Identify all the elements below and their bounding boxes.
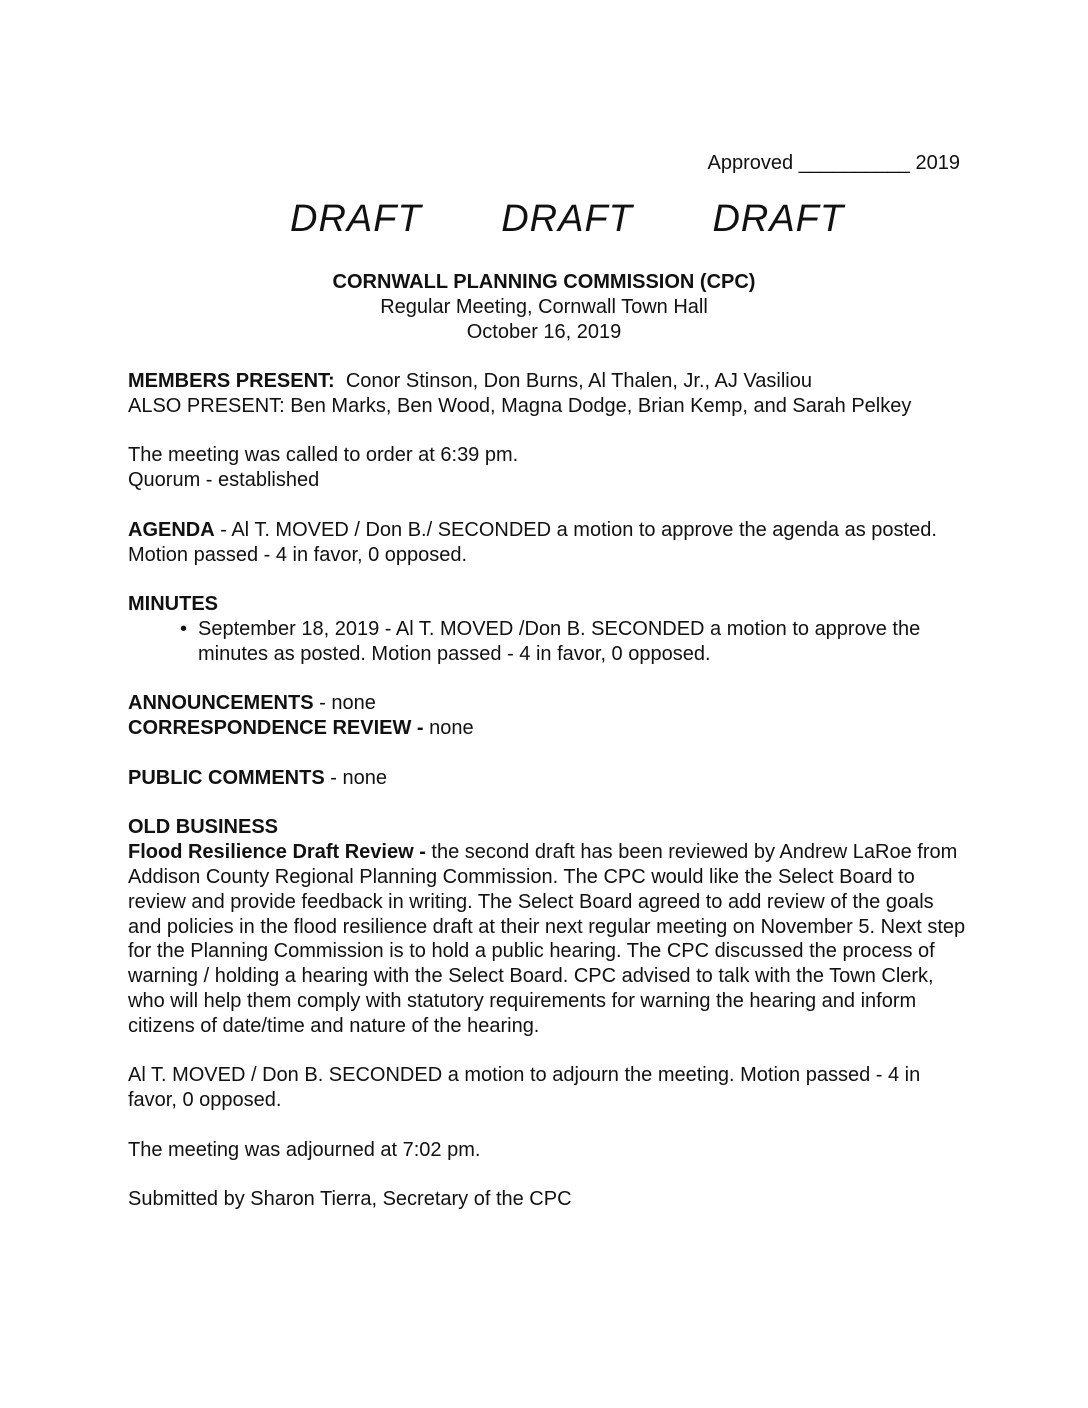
- meeting-type: Regular Meeting, Cornwall Town Hall: [380, 296, 708, 318]
- attendance-section: [128, 369, 968, 419]
- old-business-label: OLD BUSINESS: [128, 816, 279, 839]
- flood-resilience-text: the second draft has been reviewed by Andrew LaRoe from Addison County Regional Planning Commission. The CPC would like the Select Board to review and provide feedback in writing. The Select Board agreed to add review of the goals and policies in the flood resilience draft at their next regular meeting on November 5. Next step for the Planning Commission is to hold a public hearing. The CPC discussed the process of warning / holding a hearing with the Select Board. CPC advised to talk with the Town Clerk, who will help them comply with statutory requirements for warning the hearing and inform citizens of date/time and nature of the hearing.: [128, 841, 966, 1037]
- members-present-label: MEMBERS PRESENT:: [128, 370, 335, 392]
- approved-blank: __________: [798, 152, 910, 174]
- call-to-order-text: The meeting was called to order at 6:39 pm.: [128, 444, 519, 467]
- minutes-label: MINUTES: [128, 593, 218, 616]
- also-present: ALSO PRESENT: Ben Marks, Ben Wood, Magna Dodge, Brian Kemp, and Sarah Pelkey: [128, 394, 912, 417]
- correspondence-label: CORRESPONDENCE REVIEW -: [128, 717, 424, 740]
- minutes-body: [128, 369, 968, 1237]
- adjourned-time: The meeting was adjourned at 7:02 pm.: [128, 1138, 481, 1161]
- draft-word: DRAFT: [290, 198, 422, 240]
- organization-title: CORNWALL PLANNING COMMISSION (CPC): [332, 271, 756, 293]
- document-header: [0, 270, 1088, 345]
- draft-word: DRAFT: [712, 198, 845, 240]
- draft-watermark: [290, 198, 844, 241]
- minutes-item-text: September 18, 2019 - Al T. MOVED /Don B. SECONDED a motion to approve the minutes as posted. Motion passed - 4 in favor, 0 opposed.: [198, 617, 921, 665]
- agenda-label: AGENDA: [128, 518, 215, 541]
- agenda-text: - Al T. MOVED / Don B./ SECONDED a motion to approve the agenda as posted. Motion passed - 4 in favor, 0 opposed.: [128, 518, 937, 566]
- approved-year: 2019: [915, 152, 960, 174]
- bullet-icon: •: [180, 617, 188, 640]
- adjourn-motion: Al T. MOVED / Don B. SECONDED a motion to adjourn the meeting. Motion passed - 4 in favor, 0 opposed.: [128, 1064, 921, 1112]
- agenda-section: [128, 518, 968, 568]
- submitted-by: Submitted by Sharon Tierra, Secretary of the CPC: [128, 1188, 572, 1211]
- quorum-text: Quorum - established: [128, 469, 320, 492]
- call-to-order-section: [128, 443, 968, 493]
- meeting-date: October 16, 2019: [466, 321, 622, 343]
- announcements-correspondence-section: [128, 691, 968, 741]
- members-present-names: Conor Stinson, Don Burns, Al Thalen, Jr., AJ Vasiliou: [345, 370, 812, 392]
- public-comments-label: PUBLIC COMMENTS: [128, 766, 325, 789]
- approved-label: Approved: [707, 152, 794, 174]
- draft-word: DRAFT: [501, 198, 633, 240]
- old-business-section: [128, 815, 968, 1038]
- public-comments-section: [128, 766, 968, 791]
- minutes-list: [128, 617, 968, 667]
- public-comments-text: - none: [324, 766, 387, 789]
- minutes-section: [128, 592, 968, 666]
- correspondence-text: none: [423, 717, 474, 740]
- list-item: [128, 617, 968, 667]
- announcements-text: - none: [313, 692, 376, 715]
- announcements-label: ANNOUNCEMENTS: [128, 692, 314, 715]
- approval-line: [708, 152, 960, 175]
- flood-resilience-label: Flood Resilience Draft Review -: [128, 841, 426, 864]
